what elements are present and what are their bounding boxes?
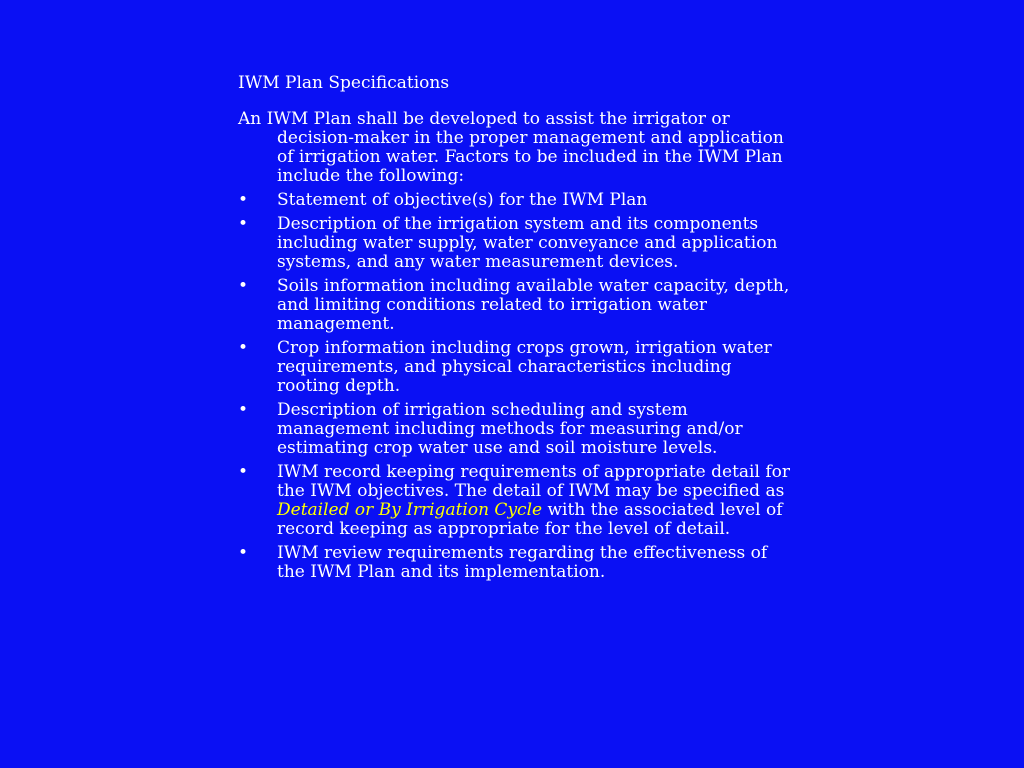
bullet-icon: • <box>238 543 249 563</box>
bullet-text: Soils information including available water capacity, depth, and limiting conditions related to irrigation water management. <box>277 276 790 334</box>
bullet-item-scheduling <box>238 401 798 458</box>
bullet-icon: • <box>238 462 249 482</box>
bullet-icon: • <box>238 190 249 210</box>
bullet-icon: • <box>238 338 249 358</box>
bullet-icon: • <box>238 276 249 296</box>
emphasis-detailed: Detailed <box>277 500 350 520</box>
bullet-text-after: with the associated level of record keeping as appropriate for the level of detail. <box>277 500 783 539</box>
bullet-item-irrigation-system <box>238 215 798 272</box>
bullet-text: Statement of objective(s) for the IWM Plan <box>277 190 648 210</box>
bullet-list <box>238 191 798 582</box>
bullet-text-before: IWM record keeping requirements of appropriate detail for the IWM objectives. The detail of IWM may be specified as <box>277 462 790 501</box>
bullet-text: IWM review requirements regarding the effectiveness of the IWM Plan and its implementation. <box>277 543 768 582</box>
bullet-item-soils <box>238 277 798 334</box>
bullet-text: Crop information including crops grown, irrigation water requirements, and physical characteristics including rooting depth. <box>277 338 772 396</box>
bullet-icon: • <box>238 400 249 420</box>
emphasis-by-irrigation-cycle: By Irrigation Cycle <box>378 500 543 520</box>
emphasis-or: or <box>349 500 379 520</box>
bullet-item-crop <box>238 339 798 396</box>
bullet-item-review <box>238 544 798 582</box>
slide-content <box>238 72 798 587</box>
bullet-text: Description of the irrigation system and its components including water supply, water conveyance and application systems, and any water measurement devices. <box>277 214 778 272</box>
bullet-item-record-keeping <box>238 463 798 539</box>
bullet-icon: • <box>238 214 249 234</box>
bullet-item-objectives <box>238 191 798 210</box>
intro-paragraph: An IWM Plan shall be developed to assist the irrigator or decision-maker in the proper management and application of irrigation water. Factors to be included in the IWM Plan include the following: <box>238 109 784 186</box>
slide-title: IWM Plan Specifications <box>238 73 450 93</box>
bullet-text: Description of irrigation scheduling and system management including methods for measuring and/or estimating crop water use and soil moisture levels. <box>277 400 743 458</box>
